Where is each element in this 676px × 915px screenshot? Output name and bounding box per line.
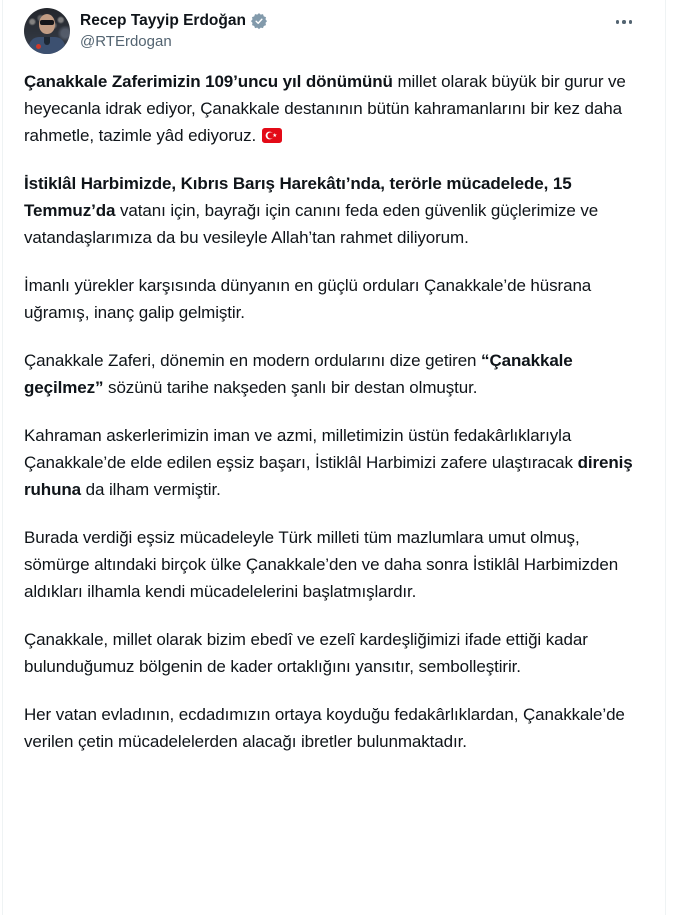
tweet-text-segment: sözünü tarihe nakşeden şanlı bir destan olmuştur. bbox=[103, 378, 478, 397]
tweet-text-segment: Çanakkale Zaferi, dönemin en modern ordularını dize getiren bbox=[24, 351, 482, 370]
tweet-paragraph bbox=[24, 272, 645, 326]
verified-badge-icon[interactable] bbox=[250, 12, 268, 30]
avatar[interactable] bbox=[24, 8, 70, 54]
tweet-text-segment: Her vatan evladının, ecdadımızın ortaya koyduğu fedakârlıklardan, Çanakkale’de verilen çetin mücadelelerden alacağı ibretler bulunmaktadır. bbox=[24, 705, 625, 751]
tweet-text-segment: Çanakkale, millet olarak bizim ebedî ve ezelî kardeşliğimizi ifade ettiği kadar bulunduğumuz bölgenin de kader ortaklığını yansıtır, sembolleştirir. bbox=[24, 630, 588, 676]
turkish-flag-emoji bbox=[262, 128, 282, 143]
tweet-text-segment: İmanlı yürekler karşısında dünyanın en güçlü orduları Çanakkale’de hüsrana uğramış, inanç galip gelmiştir. bbox=[24, 276, 592, 322]
tweet-text-segment: millet olarak büyük bir gurur ve heyecanla idrak ediyor, Çanakkale destanının bütün kahramanlarını bir kez daha rahmetle, tazimle yâd ediyoruz. bbox=[24, 72, 626, 145]
tweet-paragraph bbox=[24, 701, 645, 755]
tweet-text-segment: Burada verdiği eşsiz mücadeleyle Türk milleti tüm mazlumlara umut olmuş, sömürge altındaki birçok ülke Çanakkale’den ve daha sonra İstiklâl Harbimizden aldıkları ilhamla kendi mücadelelerini başlatmışlardır. bbox=[24, 528, 619, 601]
tweet-paragraph bbox=[24, 524, 645, 605]
tweet-paragraph bbox=[24, 170, 645, 251]
tweet-text-segment: Kahraman askerlerimizin iman ve azmi, milletimizin üstün fedakârlıklarıyla Çanakkale’de elde edilen eşsiz başarı, İstiklâl Harbimizi zafere ulaştıracak bbox=[24, 426, 578, 472]
more-button[interactable] bbox=[607, 12, 641, 32]
tweet-text-bold-segment: İstiklâl Harbimizde, Kıbrıs Barış Harekâtı’nda, terörle mücadelede, 15 Temmuz’da bbox=[24, 174, 572, 220]
avatar-emblem bbox=[36, 44, 41, 49]
tweet-paragraph bbox=[24, 68, 645, 149]
tweet-paragraph bbox=[24, 347, 645, 401]
tweet-text-segment: vatanı için, bayrağı için canını feda eden güvenlik güçlerimize ve vatandaşlarımıza da bu vesileyle Allah’tan rahmet diliyorum. bbox=[24, 201, 599, 247]
tweet-text-bold-segment: direniş ruhuna bbox=[24, 453, 633, 499]
tweet-text-segment: da ilham vermiştir. bbox=[81, 480, 221, 499]
more-icon bbox=[616, 20, 620, 24]
avatar-collar bbox=[44, 37, 50, 45]
tweet-card bbox=[2, 0, 666, 915]
tweet-text-bold-segment: “Çanakkale geçilmez” bbox=[24, 351, 573, 397]
display-name[interactable]: Recep Tayyip Erdoğan bbox=[80, 12, 246, 29]
avatar-sunglasses bbox=[40, 20, 54, 25]
user-handle[interactable]: @RTErdogan bbox=[80, 33, 172, 50]
tweet-header bbox=[24, 0, 645, 54]
tweet-text-bold-segment: Çanakkale Zaferimizin 109’uncu yıl dönümünü bbox=[24, 72, 393, 91]
tweet-paragraph bbox=[24, 422, 645, 503]
tweet-paragraph bbox=[24, 626, 645, 680]
tweet-text bbox=[24, 54, 645, 755]
name-block bbox=[80, 8, 268, 52]
